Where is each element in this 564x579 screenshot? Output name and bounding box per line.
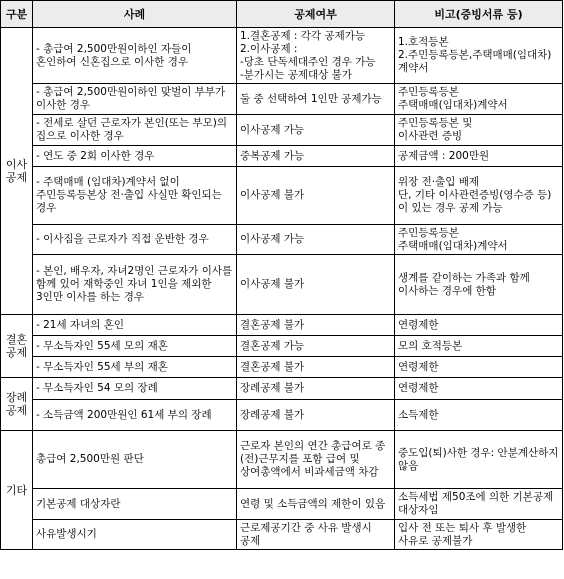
table-row: [1, 255, 563, 315]
case-cell: - 무소득자인 55세 부의 재혼: [33, 357, 237, 378]
case-cell: - 총급여 2,500만원이하인 자들이 혼인하여 신혼집으로 이사한 경우: [33, 28, 237, 84]
table-row: [1, 336, 563, 357]
table-row: [1, 225, 563, 255]
table-row: [1, 167, 563, 225]
category-funeral: 장례 공제: [1, 378, 33, 431]
deduction-cell: 결혼공제 가능: [237, 336, 395, 357]
note-cell: 연령제한: [395, 378, 563, 400]
case-cell: - 총급여 2,500만원이하인 맞벌이 부부가 이사한 경우: [33, 84, 237, 115]
deduction-cell: 연령 및 소득금액의 제한이 있음: [237, 489, 395, 520]
table-row: [1, 115, 563, 146]
note-cell: 중도입(퇴)사한 경우: 안분계산하지 않음: [395, 431, 563, 489]
deduction-cell: 장례공제 불가: [237, 378, 395, 400]
table-row: [1, 28, 563, 84]
header-deduction: 공제여부: [237, 1, 395, 28]
header-note: 비고(증빙서류 등): [395, 1, 563, 28]
deduction-cell: 결혼공제 불가: [237, 357, 395, 378]
case-cell: - 본인, 배우자, 자녀2명인 근로자가 이사를 함께 있어 재학중인 자녀 1인을 제외한 3인만 이사를 하는 경우: [33, 255, 237, 315]
deduction-cell: 장례공제 불가: [237, 400, 395, 431]
category-marriage: 결혼 공제: [1, 315, 33, 378]
note-cell: 공제금액 : 200만원: [395, 146, 563, 167]
case-cell: - 무소득자인 54 모의 장례: [33, 378, 237, 400]
case-cell: 기본공제 대상자란: [33, 489, 237, 520]
table-row: [1, 357, 563, 378]
deduction-cell: 근로제공기간 중 사유 발생시 공제: [237, 520, 395, 550]
case-cell: - 연도 중 2회 이사한 경우: [33, 146, 237, 167]
deduction-cell: 이사공제 불가: [237, 255, 395, 315]
table-row: [1, 315, 563, 336]
deduction-cell: 이사공제 가능: [237, 115, 395, 146]
deduction-cell: 중복공제 가능: [237, 146, 395, 167]
table-row: [1, 520, 563, 550]
note-cell: 소득세법 제50조에 의한 기본공제 대상자임: [395, 489, 563, 520]
case-cell: 총급여 2,500만원 판단: [33, 431, 237, 489]
note-cell: 모의 호적등본: [395, 336, 563, 357]
table-row: [1, 146, 563, 167]
note-cell: 생계를 같이하는 가족과 함께 이사하는 경우에 한함: [395, 255, 563, 315]
note-cell: 주민등록등본 주택매매(임대차)계약서: [395, 225, 563, 255]
deduction-cell: 1.결혼공제 : 각각 공제가능 2.이사공제 : -당초 단독세대주인 경우 가능 -분가시는 공제대상 불가: [237, 28, 395, 84]
deduction-cell: 결혼공제 불가: [237, 315, 395, 336]
case-cell: - 무소득자인 55세 모의 재혼: [33, 336, 237, 357]
deduction-cell: 근로자 본인의 연간 총급여로 종(전)근무지를 포함 급여 및 상여총액에서 비과세금액 차감: [237, 431, 395, 489]
note-cell: 연령제한: [395, 315, 563, 336]
note-cell: 주민등록등본 주택매매(임대차)계약서: [395, 84, 563, 115]
table-row: [1, 378, 563, 400]
case-cell: - 21세 자녀의 혼인: [33, 315, 237, 336]
table-row: [1, 400, 563, 431]
case-cell: 사유발생시기: [33, 520, 237, 550]
table-row: [1, 489, 563, 520]
category-other: 기타: [1, 431, 33, 550]
note-cell: 1.호적등본 2.주민등록등본,주택매매(임대차)계약서: [395, 28, 563, 84]
note-cell: 연령제한: [395, 357, 563, 378]
header-case: 사례: [33, 1, 237, 28]
note-cell: 소득제한: [395, 400, 563, 431]
note-cell: 입사 전 또는 퇴사 후 발생한 사유로 공제불가: [395, 520, 563, 550]
deduction-cell: 이사공제 불가: [237, 167, 395, 225]
deduction-cell: 둘 중 선택하여 1인만 공제가능: [237, 84, 395, 115]
table-row: [1, 431, 563, 489]
case-cell: - 주택매매 (임대차)계약서 없이 주민등록등본상 전·출입 사실만 확인되는 경우: [33, 167, 237, 225]
category-moving: 이사 공제: [1, 28, 33, 315]
deduction-cell: 이사공제 가능: [237, 225, 395, 255]
note-cell: 위장 전·출입 배제 단, 기타 이사관련증빙(영수증 등)이 있는 경우 공제 가능: [395, 167, 563, 225]
case-cell: - 전세로 살던 근로자가 본인(또는 부모)의 집으로 이사한 경우: [33, 115, 237, 146]
table-row: [1, 84, 563, 115]
note-cell: 주민등록등본 및 이사관련 증빙: [395, 115, 563, 146]
case-cell: - 이사짐을 근로자가 직접 운반한 경우: [33, 225, 237, 255]
case-cell: - 소득금액 200만원인 61세 부의 장례: [33, 400, 237, 431]
header-category: 구분: [1, 1, 33, 28]
header-row: [1, 1, 563, 28]
